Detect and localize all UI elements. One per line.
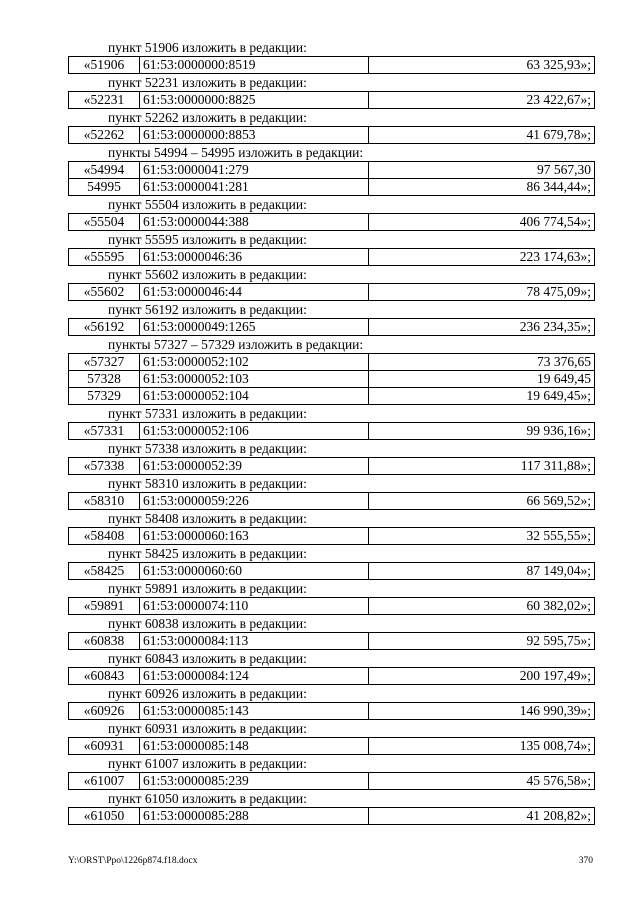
- amendment-table: [68, 702, 595, 720]
- cadastral-number: 61:53:0000046:44: [140, 284, 369, 301]
- cadastral-value: 86 344,44»;: [369, 179, 595, 196]
- section-heading: пункт 58310 изложить в редакции:: [108, 476, 307, 491]
- item-number: «60843: [69, 668, 140, 685]
- amendment-table: [68, 161, 595, 196]
- cadastral-number: 61:53:0000000:8825: [140, 92, 369, 109]
- cadastral-number: 61:53:0000000:8519: [140, 57, 369, 74]
- cadastral-value: 200 197,49»;: [369, 668, 595, 685]
- cadastral-number: 61:53:0000000:8853: [140, 127, 369, 144]
- section-heading: пункт 61050 изложить в редакции:: [108, 791, 307, 806]
- table-row: [69, 127, 595, 144]
- amendment-table: [68, 562, 595, 580]
- table-row: [69, 773, 595, 790]
- cadastral-value: 78 475,09»;: [369, 284, 595, 301]
- section-heading: пункт 52231 изложить в редакции:: [108, 75, 307, 90]
- page-number: 370: [578, 856, 593, 866]
- amendment-table: [68, 632, 595, 650]
- item-number: «60926: [69, 703, 140, 720]
- cadastral-value: 87 149,04»;: [369, 563, 595, 580]
- file-path: Y:\ORST\Ppo\1226p874.f18.docx: [68, 856, 198, 866]
- item-number: «56192: [69, 319, 140, 336]
- amendment-table: [68, 91, 595, 109]
- item-number: «52262: [69, 127, 140, 144]
- cadastral-number: 61:53:0000052:103: [140, 371, 369, 388]
- amendment-table: [68, 667, 595, 685]
- cadastral-value: 32 555,55»;: [369, 528, 595, 545]
- cadastral-value: 45 576,58»;: [369, 773, 595, 790]
- section-heading: пункт 57338 изложить в редакции:: [108, 441, 307, 456]
- cadastral-number: 61:53:0000085:288: [140, 808, 369, 825]
- table-row: [69, 633, 595, 650]
- item-number: 57329: [69, 388, 140, 405]
- item-number: «55504: [69, 214, 140, 231]
- section-heading: пункт 52262 изложить в редакции:: [108, 110, 307, 125]
- section-heading: пункт 55602 изложить в редакции:: [108, 267, 307, 282]
- item-number: «58425: [69, 563, 140, 580]
- cadastral-number: 61:53:0000085:143: [140, 703, 369, 720]
- table-row: [69, 598, 595, 615]
- amendment-table: [68, 56, 595, 74]
- amendment-table: [68, 283, 595, 301]
- item-number: «58310: [69, 493, 140, 510]
- amendment-table: [68, 318, 595, 336]
- item-number: «51906: [69, 57, 140, 74]
- table-row: [69, 808, 595, 825]
- cadastral-number: 61:53:0000052:102: [140, 354, 369, 371]
- section-heading: пункт 58408 изложить в редакции:: [108, 511, 307, 526]
- cadastral-value: 406 774,54»;: [369, 214, 595, 231]
- section-heading: пункт 56192 изложить в редакции:: [108, 302, 307, 317]
- cadastral-value: 92 595,75»;: [369, 633, 595, 650]
- cadastral-number: 61:53:0000052:39: [140, 458, 369, 475]
- amendment-table: [68, 492, 595, 510]
- item-number: «61007: [69, 773, 140, 790]
- amendment-table: [68, 807, 595, 825]
- section-heading: пункт 61007 изложить в редакции:: [108, 756, 307, 771]
- cadastral-value: 60 382,02»;: [369, 598, 595, 615]
- section-heading: пункт 57331 изложить в редакции:: [108, 406, 307, 421]
- cadastral-value: 146 990,39»;: [369, 703, 595, 720]
- table-row: [69, 388, 595, 405]
- cadastral-value: 23 422,67»;: [369, 92, 595, 109]
- amendment-table: [68, 422, 595, 440]
- table-row: [69, 92, 595, 109]
- cadastral-value: 63 325,93»;: [369, 57, 595, 74]
- section-heading: пункт 51906 изложить в редакции:: [108, 40, 307, 55]
- cadastral-number: 61:53:0000085:148: [140, 738, 369, 755]
- amendment-table: [68, 126, 595, 144]
- section-heading: пункты 54994 – 54995 изложить в редакции:: [108, 145, 364, 160]
- cadastral-number: 61:53:0000084:124: [140, 668, 369, 685]
- item-number: «54994: [69, 162, 140, 179]
- amendment-table: [68, 527, 595, 545]
- table-row: [69, 284, 595, 301]
- cadastral-value: 41 679,78»;: [369, 127, 595, 144]
- section-heading: пункт 58425 изложить в редакции:: [108, 546, 307, 561]
- table-row: [69, 371, 595, 388]
- cadastral-number: 61:53:0000052:106: [140, 423, 369, 440]
- cadastral-number: 61:53:0000046:36: [140, 249, 369, 266]
- table-row: [69, 493, 595, 510]
- cadastral-number: 61:53:0000052:104: [140, 388, 369, 405]
- table-row: [69, 57, 595, 74]
- item-number: «60838: [69, 633, 140, 650]
- section-heading: пункт 60843 изложить в редакции:: [108, 651, 307, 666]
- section-heading: пункт 55595 изложить в редакции:: [108, 232, 307, 247]
- cadastral-value: 73 376,65: [369, 354, 595, 371]
- cadastral-value: 99 936,16»;: [369, 423, 595, 440]
- table-row: [69, 458, 595, 475]
- table-row: [69, 162, 595, 179]
- cadastral-number: 61:53:0000041:281: [140, 179, 369, 196]
- item-number: 57328: [69, 371, 140, 388]
- item-number: «55595: [69, 249, 140, 266]
- table-row: [69, 354, 595, 371]
- section-heading: пункт 60926 изложить в редакции:: [108, 686, 307, 701]
- item-number: «57331: [69, 423, 140, 440]
- amendment-table: [68, 213, 595, 231]
- document-body: [68, 39, 595, 825]
- table-row: [69, 528, 595, 545]
- item-number: «60931: [69, 738, 140, 755]
- cadastral-value: 117 311,88»;: [369, 458, 595, 475]
- table-row: [69, 668, 595, 685]
- cadastral-number: 61:53:0000049:1265: [140, 319, 369, 336]
- cadastral-value: 223 174,63»;: [369, 249, 595, 266]
- section-heading: пункт 60931 изложить в редакции:: [108, 721, 307, 736]
- amendment-table: [68, 457, 595, 475]
- table-row: [69, 423, 595, 440]
- cadastral-number: 61:53:0000060:60: [140, 563, 369, 580]
- cadastral-number: 61:53:0000074:110: [140, 598, 369, 615]
- cadastral-number: 61:53:0000059:226: [140, 493, 369, 510]
- cadastral-value: 135 008,74»;: [369, 738, 595, 755]
- section-heading: пункт 60838 изложить в редакции:: [108, 616, 307, 631]
- item-number: «55602: [69, 284, 140, 301]
- amendment-table: [68, 248, 595, 266]
- cadastral-number: 61:53:0000084:113: [140, 633, 369, 650]
- table-row: [69, 214, 595, 231]
- cadastral-value: 19 649,45: [369, 371, 595, 388]
- item-number: «59891: [69, 598, 140, 615]
- amendment-table: [68, 737, 595, 755]
- item-number: «52231: [69, 92, 140, 109]
- cadastral-value: 236 234,35»;: [369, 319, 595, 336]
- item-number: «57338: [69, 458, 140, 475]
- table-row: [69, 179, 595, 196]
- section-heading: пункты 57327 – 57329 изложить в редакции:: [108, 337, 364, 352]
- item-number: «57327: [69, 354, 140, 371]
- cadastral-number: 61:53:0000044:388: [140, 214, 369, 231]
- cadastral-number: 61:53:0000085:239: [140, 773, 369, 790]
- cadastral-value: 97 567,30: [369, 162, 595, 179]
- item-number: 54995: [69, 179, 140, 196]
- table-row: [69, 563, 595, 580]
- cadastral-value: 19 649,45»;: [369, 388, 595, 405]
- table-row: [69, 738, 595, 755]
- section-heading: пункт 55504 изложить в редакции:: [108, 197, 307, 212]
- cadastral-number: 61:53:0000041:279: [140, 162, 369, 179]
- item-number: «61050: [69, 808, 140, 825]
- amendment-table: [68, 353, 595, 405]
- amendment-table: [68, 772, 595, 790]
- section-heading: пункт 59891 изложить в редакции:: [108, 581, 307, 596]
- table-row: [69, 319, 595, 336]
- item-number: «58408: [69, 528, 140, 545]
- table-row: [69, 249, 595, 266]
- cadastral-value: 41 208,82»;: [369, 808, 595, 825]
- cadastral-value: 66 569,52»;: [369, 493, 595, 510]
- cadastral-number: 61:53:0000060:163: [140, 528, 369, 545]
- table-row: [69, 703, 595, 720]
- amendment-table: [68, 597, 595, 615]
